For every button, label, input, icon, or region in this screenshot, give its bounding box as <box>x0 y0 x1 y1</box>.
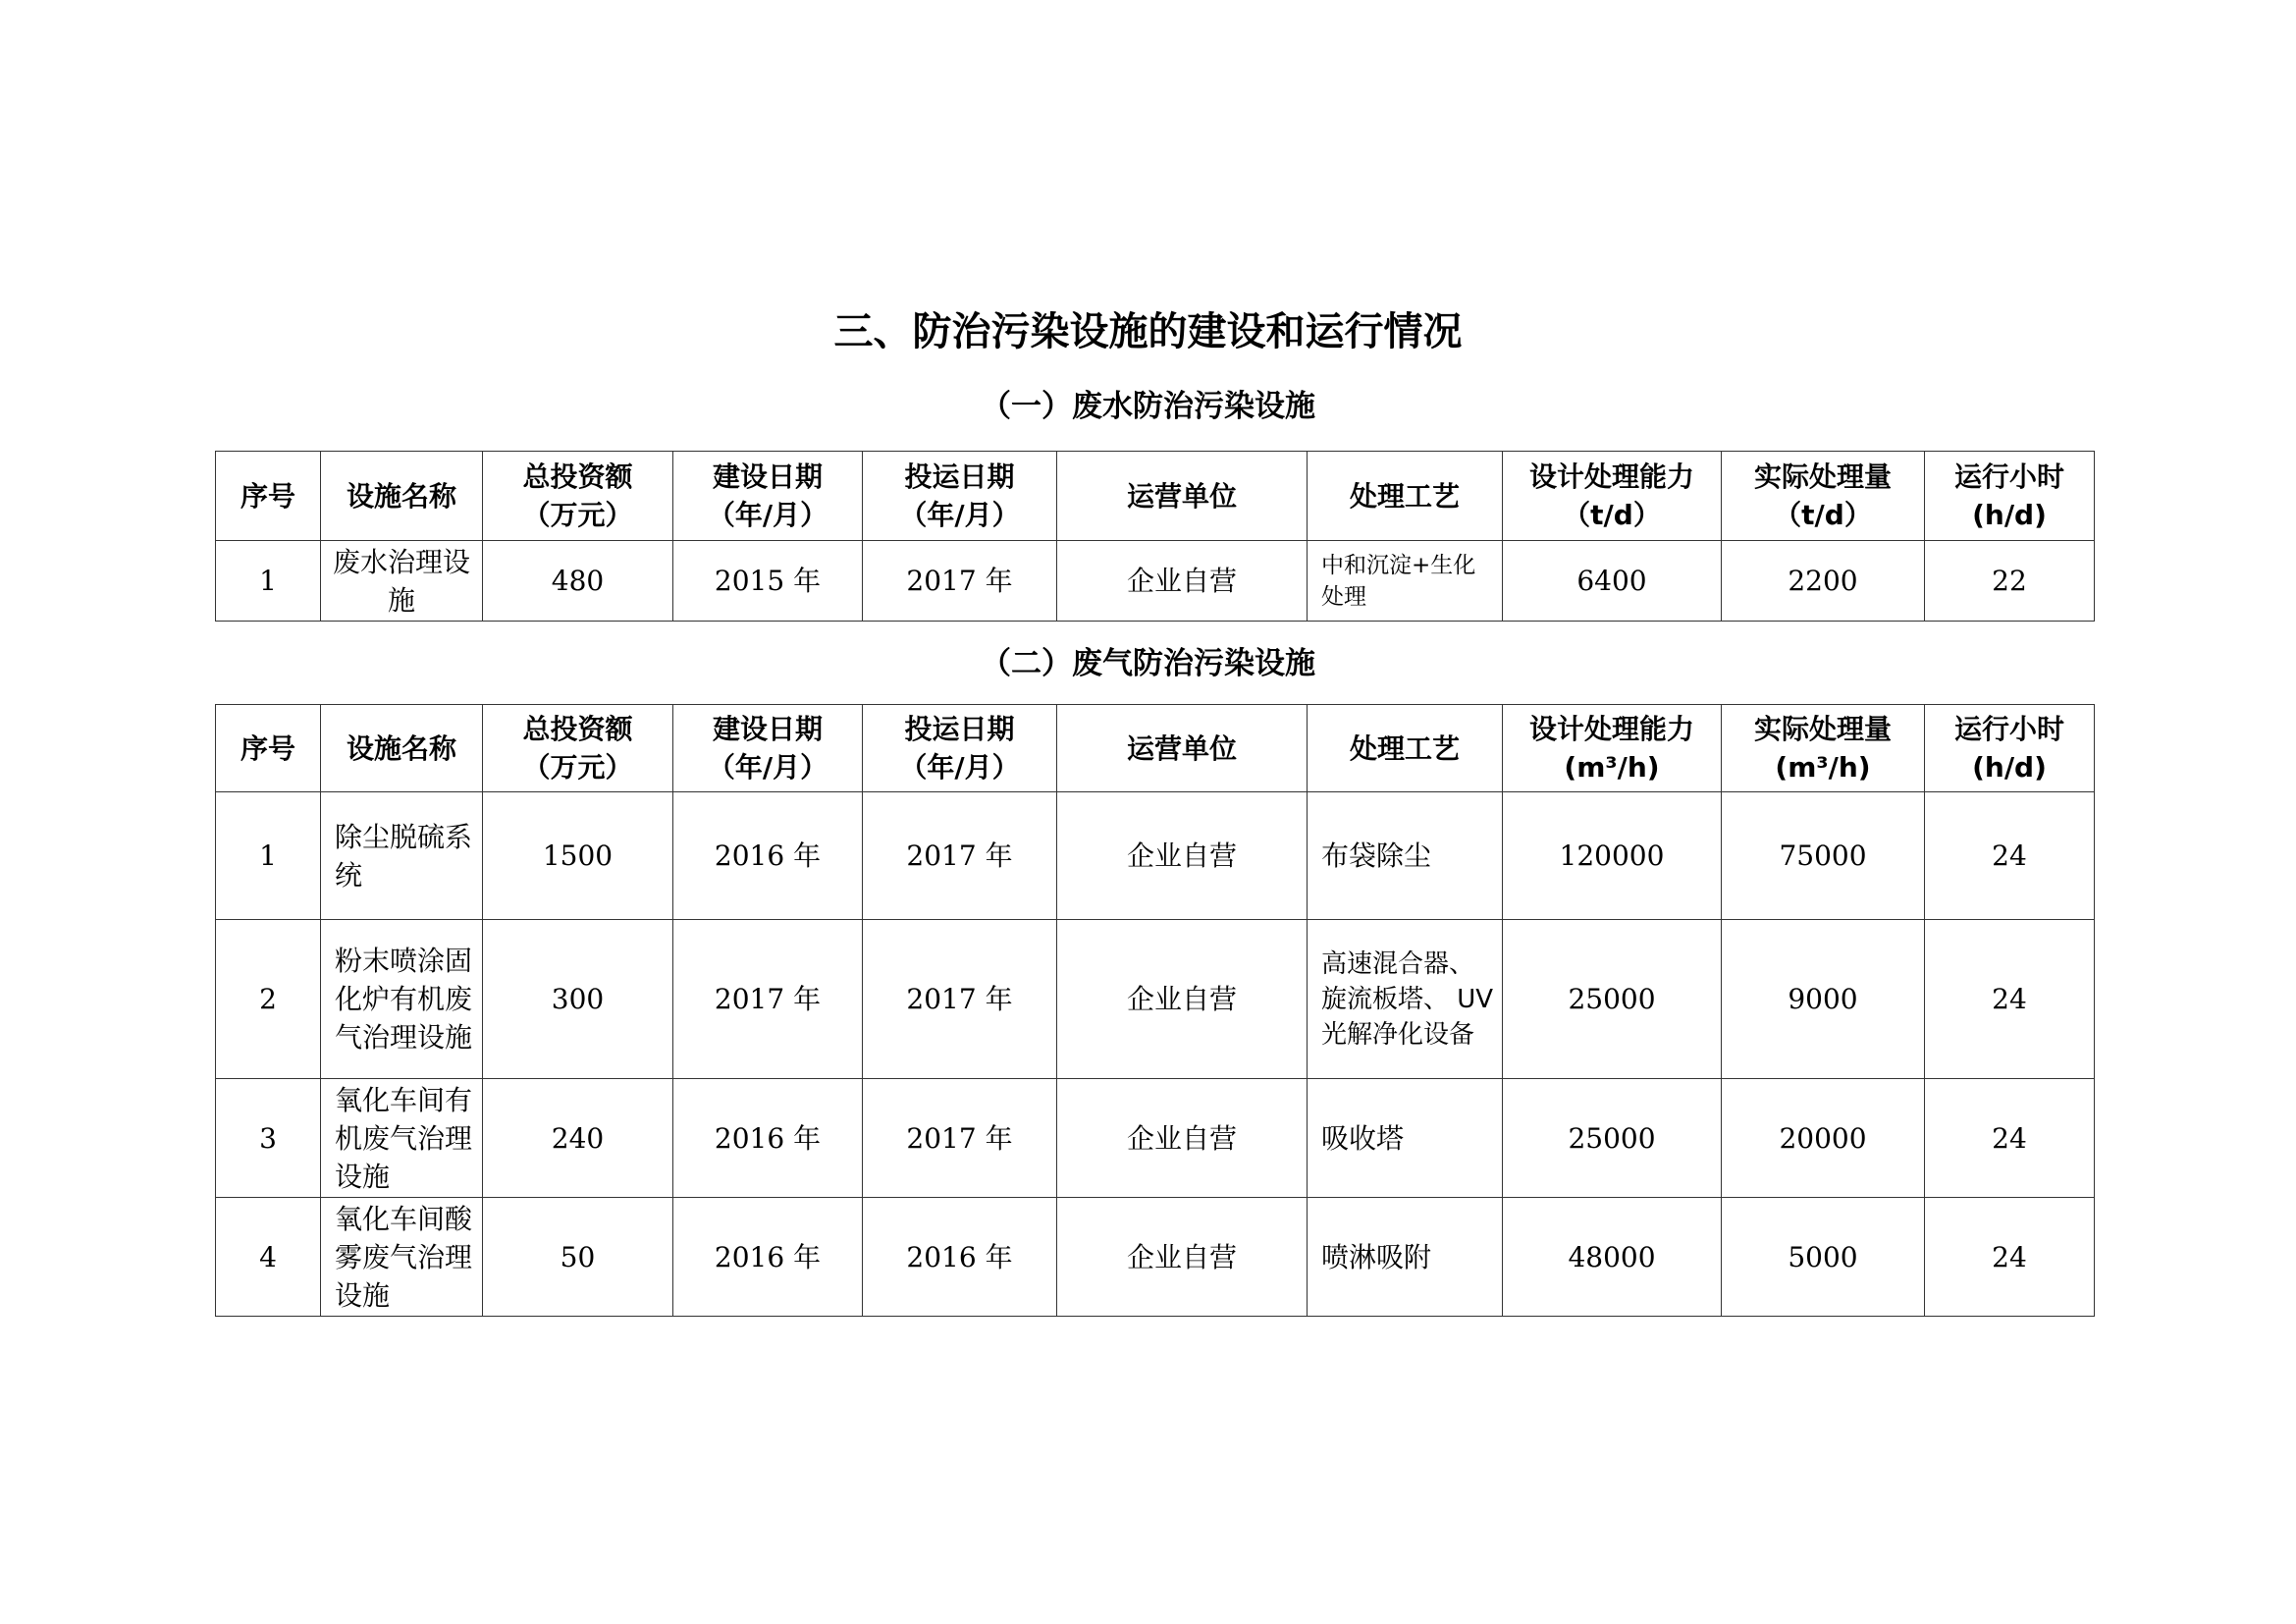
investment: 300 <box>483 920 673 1079</box>
table-header-row <box>216 705 2095 792</box>
wastewater-facilities-table <box>215 451 2095 622</box>
operator: 企业自营 <box>1057 920 1308 1079</box>
operating-hours: 22 <box>1925 541 2095 622</box>
table-row <box>216 1079 2095 1198</box>
build-date: 2017 年 <box>673 920 863 1079</box>
operator: 企业自营 <box>1057 1079 1308 1198</box>
facility-name: 除尘脱硫系统 <box>321 792 483 920</box>
header-cell: 处理工艺 <box>1308 705 1503 792</box>
operation-date: 2017 年 <box>863 1079 1057 1198</box>
actual-volume: 20000 <box>1722 1079 1925 1198</box>
header-cell: 建设日期 （年/月） <box>673 452 863 541</box>
header-cell: 运行小时 (h/d) <box>1925 452 2095 541</box>
header-cell: 投运日期 （年/月） <box>863 705 1057 792</box>
treatment-process: 中和沉淀+生化处理 <box>1308 541 1503 622</box>
facility-name: 废水治理设施 <box>321 541 483 622</box>
header-cell: 序号 <box>216 452 321 541</box>
table-row <box>216 541 2095 622</box>
row-number: 1 <box>216 541 321 622</box>
exhaust-section-title: （二）废气防治污染设施 <box>981 646 1315 681</box>
facility-name: 氧化车间酸雾废气治理设施 <box>321 1198 483 1317</box>
row-number: 2 <box>216 920 321 1079</box>
design-capacity: 25000 <box>1503 920 1722 1079</box>
actual-volume: 9000 <box>1722 920 1925 1079</box>
build-date: 2015 年 <box>673 541 863 622</box>
operation-date: 2017 年 <box>863 920 1057 1079</box>
build-date: 2016 年 <box>673 1079 863 1198</box>
wastewater-section-title: （一）废水防治污染设施 <box>981 389 1315 424</box>
operation-date: 2017 年 <box>863 792 1057 920</box>
operation-date: 2016 年 <box>863 1198 1057 1317</box>
table-header-row <box>216 452 2095 541</box>
operation-date: 2017 年 <box>863 541 1057 622</box>
design-capacity: 25000 <box>1503 1079 1722 1198</box>
table-row <box>216 1198 2095 1317</box>
header-cell: 总投资额 （万元） <box>483 452 673 541</box>
investment: 240 <box>483 1079 673 1198</box>
investment: 1500 <box>483 792 673 920</box>
design-capacity: 48000 <box>1503 1198 1722 1317</box>
header-cell: 运营单位 <box>1057 705 1308 792</box>
header-cell: 处理工艺 <box>1308 452 1503 541</box>
operator: 企业自营 <box>1057 1198 1308 1317</box>
build-date: 2016 年 <box>673 1198 863 1317</box>
investment: 50 <box>483 1198 673 1317</box>
actual-volume: 75000 <box>1722 792 1925 920</box>
header-cell: 实际处理量 (m³/h) <box>1722 705 1925 792</box>
operating-hours: 24 <box>1925 792 2095 920</box>
actual-volume: 2200 <box>1722 541 1925 622</box>
operating-hours: 24 <box>1925 920 2095 1079</box>
table-row <box>216 920 2095 1079</box>
header-cell: 设计处理能力 (m³/h) <box>1503 705 1722 792</box>
header-cell: 设施名称 <box>321 452 483 541</box>
exhaust-facilities-table <box>215 704 2095 1317</box>
operator: 企业自营 <box>1057 792 1308 920</box>
row-number: 3 <box>216 1079 321 1198</box>
design-capacity: 120000 <box>1503 792 1722 920</box>
operating-hours: 24 <box>1925 1198 2095 1317</box>
header-cell: 设计处理能力 （t/d） <box>1503 452 1722 541</box>
header-cell: 设施名称 <box>321 705 483 792</box>
header-cell: 投运日期 （年/月） <box>863 452 1057 541</box>
page-title: 三、防治污染设施的建设和运行情况 <box>833 309 1463 354</box>
header-cell: 建设日期 （年/月） <box>673 705 863 792</box>
operator: 企业自营 <box>1057 541 1308 622</box>
actual-volume: 5000 <box>1722 1198 1925 1317</box>
header-cell: 运行小时 (h/d) <box>1925 705 2095 792</box>
facility-name: 氧化车间有机废气治理设施 <box>321 1079 483 1198</box>
treatment-process: 布袋除尘 <box>1308 792 1503 920</box>
row-number: 4 <box>216 1198 321 1317</box>
build-date: 2016 年 <box>673 792 863 920</box>
operating-hours: 24 <box>1925 1079 2095 1198</box>
row-number: 1 <box>216 792 321 920</box>
design-capacity: 6400 <box>1503 541 1722 622</box>
header-cell: 总投资额 （万元） <box>483 705 673 792</box>
treatment-process: 高速混合器、 旋流板塔、 UV 光解净化设备 <box>1308 920 1503 1079</box>
header-cell: 实际处理量 （t/d） <box>1722 452 1925 541</box>
header-cell: 序号 <box>216 705 321 792</box>
treatment-process: 吸收塔 <box>1308 1079 1503 1198</box>
facility-name: 粉末喷涂固化炉有机废气治理设施 <box>321 920 483 1079</box>
investment: 480 <box>483 541 673 622</box>
table-row <box>216 792 2095 920</box>
treatment-process: 喷淋吸附 <box>1308 1198 1503 1317</box>
header-cell: 运营单位 <box>1057 452 1308 541</box>
